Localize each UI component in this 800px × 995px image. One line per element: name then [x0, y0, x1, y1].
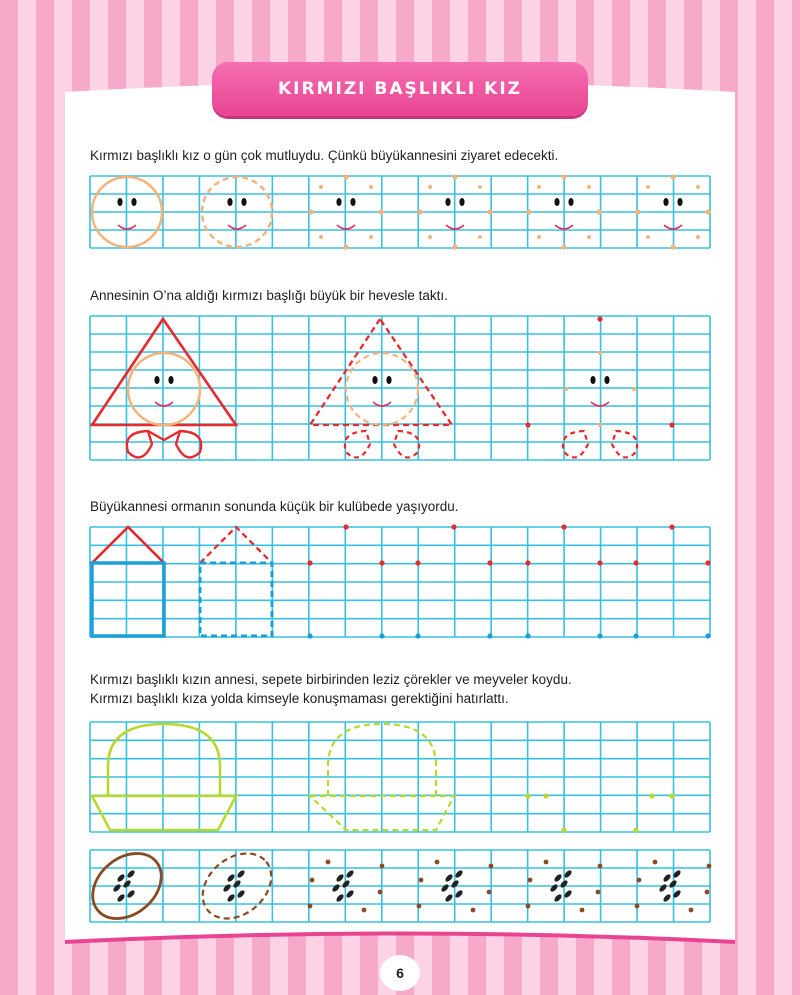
- basket-guide-dot: [543, 793, 548, 798]
- instruction-text-4b: Kırmızı başlıklı kıza yolda kimseyle konuşmaması gerektiğini hatırlattı.: [90, 691, 509, 706]
- eye: [568, 198, 573, 206]
- hood-guide-dot: [598, 423, 602, 427]
- cookie-guide-dot: [528, 878, 533, 883]
- face-guide-dot: [343, 174, 348, 179]
- face-guide-dot: [369, 185, 373, 189]
- cookie-guide-dot: [419, 878, 424, 883]
- cookie-guide-dot: [526, 904, 531, 909]
- face-guide-dot: [670, 244, 675, 249]
- cookie-guide-dot: [544, 860, 549, 865]
- cookie-guide-dot: [471, 908, 476, 913]
- house-guide-dot: [379, 633, 384, 638]
- cookie-guide-dot: [362, 908, 367, 913]
- cookie-guide-dot: [487, 890, 492, 895]
- house-guide-dot: [525, 633, 530, 638]
- cookie-guide-dot: [580, 908, 585, 913]
- cookie-guide-dot: [653, 860, 658, 865]
- eye: [241, 198, 246, 206]
- face-guide-dot: [478, 235, 482, 239]
- house-guide-dot: [343, 524, 348, 529]
- face-guide-dot: [670, 174, 675, 179]
- face-guide-dot: [646, 185, 650, 189]
- eye: [677, 198, 682, 206]
- house-guide-dot: [451, 524, 456, 529]
- hood-guide-dot: [564, 387, 568, 391]
- face-guide-dot: [319, 185, 323, 189]
- basket-guide-dot: [561, 827, 566, 832]
- hood-guide-dot: [598, 351, 602, 355]
- house-guide-dot: [307, 560, 312, 565]
- eye: [663, 198, 668, 206]
- instruction-text-4a: Kırmızı başlıklı kızın annesi, sepete birbirinden leziz çörekler ve meyveler koydu.: [90, 672, 572, 687]
- cookie-guide-dot: [378, 890, 383, 895]
- cookie-guide-dot: [380, 864, 385, 869]
- hood-guide-dot: [632, 387, 636, 391]
- eye: [131, 198, 136, 206]
- house-guide-dot: [597, 560, 602, 565]
- eye: [590, 376, 595, 384]
- house-guide-dot: [487, 560, 492, 565]
- face-guide-dot: [561, 244, 566, 249]
- eye: [168, 376, 173, 384]
- face-guide-dot: [696, 235, 700, 239]
- eye: [604, 376, 609, 384]
- house-guide-dot: [597, 633, 602, 638]
- face-guide-dot: [487, 209, 492, 214]
- face-guide-dot: [696, 185, 700, 189]
- face-guide-dot: [526, 209, 531, 214]
- eye: [336, 198, 341, 206]
- house-guide-dot: [415, 633, 420, 638]
- cookie-guide-dot: [596, 890, 601, 895]
- eye: [554, 198, 559, 206]
- cookie-guide-dot: [326, 860, 331, 865]
- face-guide-dot: [378, 209, 383, 214]
- house-guide-dot: [525, 560, 530, 565]
- face-guide-dot: [587, 185, 591, 189]
- face-guide-dot: [308, 209, 313, 214]
- page-title: KIRMIZI BAŞLIKLI KIZ: [278, 79, 522, 99]
- face-guide-dot: [537, 235, 541, 239]
- house-guide-dot: [633, 560, 638, 565]
- face-guide-dot: [587, 235, 591, 239]
- house-guide-dot: [415, 560, 420, 565]
- page-number: [380, 955, 420, 991]
- face-guide-dot: [537, 185, 541, 189]
- eye: [117, 198, 122, 206]
- cookie-guide-dot: [637, 878, 642, 883]
- hood-guide-dot: [597, 316, 602, 321]
- cookie-guide-dot: [417, 904, 422, 909]
- eye: [445, 198, 450, 206]
- house-guide-dot: [561, 524, 566, 529]
- house-guide-dot: [307, 633, 312, 638]
- cookie-guide-dot: [705, 890, 710, 895]
- eye: [459, 198, 464, 206]
- face-guide-dot: [561, 174, 566, 179]
- face-guide-dot: [428, 185, 432, 189]
- face-guide-dot: [635, 209, 640, 214]
- house-guide-dot: [379, 560, 384, 565]
- cookie-guide-dot: [310, 878, 315, 883]
- face-guide-dot: [369, 235, 373, 239]
- cookie-guide-dot: [689, 908, 694, 913]
- eye: [227, 198, 232, 206]
- eye: [372, 376, 377, 384]
- face-guide-dot: [319, 235, 323, 239]
- hood-guide-dot: [525, 422, 530, 427]
- eye: [386, 376, 391, 384]
- cookie-guide-dot: [635, 904, 640, 909]
- cookie-guide-dot: [707, 864, 712, 869]
- face-guide-dot: [452, 174, 457, 179]
- face-guide-dot: [417, 209, 422, 214]
- instruction-text-2: Annesinin O’na aldığı kırmızı başlığı büyük bir hevesle taktı.: [90, 288, 448, 303]
- cookie-guide-dot: [308, 904, 313, 909]
- cookie-guide-dot: [435, 860, 440, 865]
- eye: [154, 376, 159, 384]
- house-guide-dot: [705, 633, 710, 638]
- basket-guide-dot: [649, 793, 654, 798]
- basket-guide-dot: [669, 793, 674, 798]
- house-guide-dot: [487, 633, 492, 638]
- cookie-guide-dot: [489, 864, 494, 869]
- instruction-text-3: Büyükannesi ormanın sonunda küçük bir kulübede yaşıyordu.: [90, 499, 459, 514]
- house-guide-dot: [705, 560, 710, 565]
- title-banner: [212, 62, 588, 116]
- hood-guide-dot: [669, 422, 674, 427]
- basket-guide-dot: [633, 827, 638, 832]
- house-guide-dot: [669, 524, 674, 529]
- face-guide-dot: [452, 244, 457, 249]
- page-number-label: 6: [396, 965, 404, 981]
- cookie-guide-dot: [598, 864, 603, 869]
- face-guide-dot: [428, 235, 432, 239]
- face-guide-dot: [705, 209, 710, 214]
- face-guide-dot: [646, 235, 650, 239]
- face-guide-dot: [343, 244, 348, 249]
- face-guide-dot: [478, 185, 482, 189]
- eye: [350, 198, 355, 206]
- instruction-text-1: Kırmızı başlıklı kız o gün çok mutluydu. Çünkü büyükannesini ziyaret edecekti.: [90, 148, 559, 163]
- face-guide-dot: [596, 209, 601, 214]
- basket-guide-dot: [525, 793, 530, 798]
- house-guide-dot: [633, 633, 638, 638]
